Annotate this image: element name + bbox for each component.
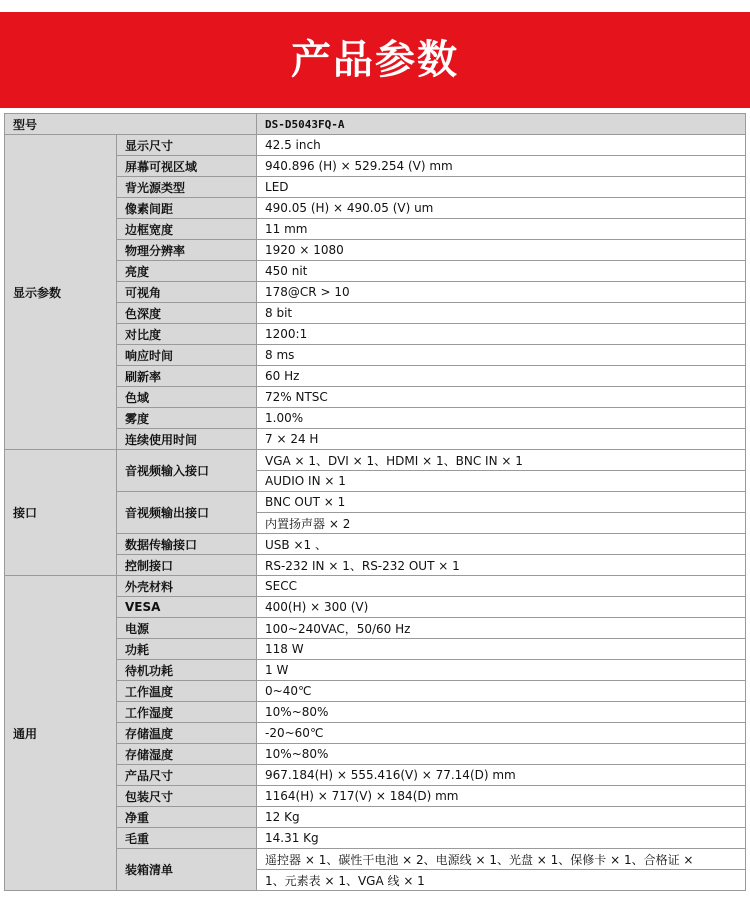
param-value: VGA × 1、DVI × 1、HDMI × 1、BNC IN × 1 <box>257 450 746 471</box>
param-value: 10%~80% <box>257 702 746 723</box>
param-value: 1920 × 1080 <box>257 240 746 261</box>
param-value: 14.31 Kg <box>257 828 746 849</box>
param-value: 8 bit <box>257 303 746 324</box>
page-title: 产品参数 <box>291 37 459 83</box>
spec-row <box>5 534 746 555</box>
param-value: 400(H) × 300 (V) <box>257 597 746 618</box>
param-value: 1200:1 <box>257 324 746 345</box>
spec-row <box>5 156 746 177</box>
spec-row <box>5 618 746 639</box>
param-value: 0~40℃ <box>257 681 746 702</box>
param-value: 940.896 (H) × 529.254 (V) mm <box>257 156 746 177</box>
param-label: 色深度 <box>117 303 257 324</box>
param-label: 产品尺寸 <box>117 765 257 786</box>
spec-row <box>5 723 746 744</box>
param-value: 7 × 24 H <box>257 429 746 450</box>
param-label: 显示尺寸 <box>117 135 257 156</box>
spec-row <box>5 429 746 450</box>
spec-row <box>5 198 746 219</box>
param-label: 工作温度 <box>117 681 257 702</box>
spec-row <box>5 849 746 870</box>
param-value: 12 Kg <box>257 807 746 828</box>
spec-row <box>5 597 746 618</box>
spec-row <box>5 681 746 702</box>
param-label: 刷新率 <box>117 366 257 387</box>
param-label: 工作湿度 <box>117 702 257 723</box>
spec-row <box>5 345 746 366</box>
param-label: 数据传输接口 <box>117 534 257 555</box>
param-value: 8 ms <box>257 345 746 366</box>
section-label: 显示参数 <box>5 135 117 450</box>
param-label: 毛重 <box>117 828 257 849</box>
param-label: 功耗 <box>117 639 257 660</box>
param-label: 物理分辨率 <box>117 240 257 261</box>
param-value: 1.00% <box>257 408 746 429</box>
spec-row <box>5 324 746 345</box>
param-value: 遥控器 × 1、碳性干电池 × 2、电源线 × 1、光盘 × 1、保修卡 × 1、合格证 × <box>257 849 746 870</box>
spec-row <box>5 807 746 828</box>
spec-row <box>5 765 746 786</box>
param-label: 像素间距 <box>117 198 257 219</box>
title-banner <box>0 12 750 108</box>
param-value: 967.184(H) × 555.416(V) × 77.14(D) mm <box>257 765 746 786</box>
param-value: 10%~80% <box>257 744 746 765</box>
param-label: 可视角 <box>117 282 257 303</box>
param-label: 装箱清单 <box>117 849 257 891</box>
spec-row <box>5 303 746 324</box>
param-label: 屏幕可视区域 <box>117 156 257 177</box>
param-value: BNC OUT × 1 <box>257 492 746 513</box>
spec-row <box>5 744 746 765</box>
spec-row <box>5 828 746 849</box>
param-label: 音视频输出接口 <box>117 492 257 534</box>
param-value: SECC <box>257 576 746 597</box>
param-value: LED <box>257 177 746 198</box>
param-label: 外壳材料 <box>117 576 257 597</box>
param-label: 待机功耗 <box>117 660 257 681</box>
param-value: 60 Hz <box>257 366 746 387</box>
param-label: 边框宽度 <box>117 219 257 240</box>
param-value: AUDIO IN × 1 <box>257 471 746 492</box>
param-label: 音视频输入接口 <box>117 450 257 492</box>
param-value: 42.5 inch <box>257 135 746 156</box>
param-label: 色域 <box>117 387 257 408</box>
param-value: 100~240VAC，50/60 Hz <box>257 618 746 639</box>
param-value: 1、元素表 × 1、VGA 线 × 1 <box>257 870 746 891</box>
spec-row <box>5 639 746 660</box>
param-label: 亮度 <box>117 261 257 282</box>
spec-table <box>4 113 746 891</box>
param-label: 背光源类型 <box>117 177 257 198</box>
spec-row <box>5 240 746 261</box>
model-value: DS-D5043FQ-A <box>257 114 746 135</box>
spec-row <box>5 576 746 597</box>
spec-row <box>5 135 746 156</box>
param-value: 内置扬声器 × 2 <box>257 513 746 534</box>
param-value: 11 mm <box>257 219 746 240</box>
spec-row <box>5 219 746 240</box>
spec-row <box>5 702 746 723</box>
spec-row <box>5 555 746 576</box>
param-label: 净重 <box>117 807 257 828</box>
section-label: 接口 <box>5 450 117 576</box>
param-label: 雾度 <box>117 408 257 429</box>
param-value: USB ×1 、 <box>257 534 746 555</box>
param-label: 连续使用时间 <box>117 429 257 450</box>
spec-row <box>5 450 746 471</box>
param-value: 72% NTSC <box>257 387 746 408</box>
spec-row <box>5 282 746 303</box>
param-label: VESA <box>117 597 257 618</box>
spec-row <box>5 660 746 681</box>
model-label: 型号 <box>5 114 257 135</box>
param-value: 178@CR > 10 <box>257 282 746 303</box>
param-value: 118 W <box>257 639 746 660</box>
param-value: 1 W <box>257 660 746 681</box>
spec-row <box>5 261 746 282</box>
param-value: RS-232 IN × 1、RS-232 OUT × 1 <box>257 555 746 576</box>
param-label: 对比度 <box>117 324 257 345</box>
spec-row <box>5 492 746 513</box>
spec-row <box>5 786 746 807</box>
section-label: 通用 <box>5 576 117 891</box>
param-label: 存储湿度 <box>117 744 257 765</box>
param-label: 响应时间 <box>117 345 257 366</box>
spec-row <box>5 177 746 198</box>
param-label: 存储温度 <box>117 723 257 744</box>
spec-row <box>5 408 746 429</box>
spec-row <box>5 366 746 387</box>
param-label: 控制接口 <box>117 555 257 576</box>
param-label: 包装尺寸 <box>117 786 257 807</box>
param-value: 450 nit <box>257 261 746 282</box>
param-value: 490.05 (H) × 490.05 (V) um <box>257 198 746 219</box>
param-label: 电源 <box>117 618 257 639</box>
model-row <box>5 114 746 135</box>
param-value: -20~60℃ <box>257 723 746 744</box>
param-value: 1164(H) × 717(V) × 184(D) mm <box>257 786 746 807</box>
spec-row <box>5 387 746 408</box>
